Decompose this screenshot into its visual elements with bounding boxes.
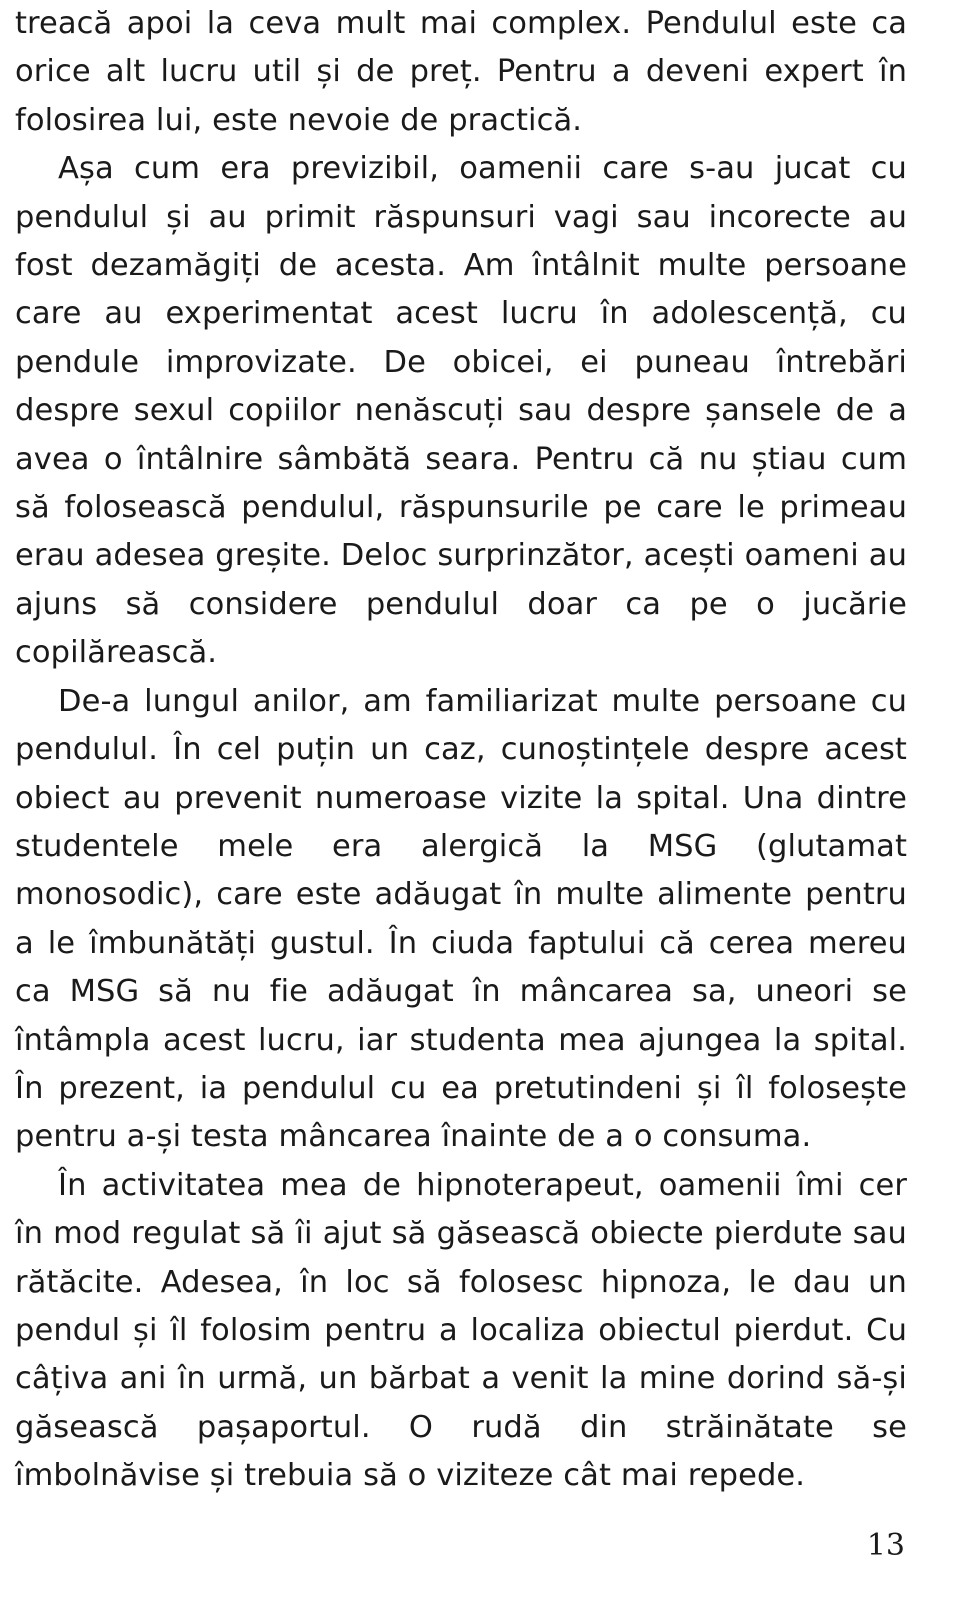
page-number: 13 bbox=[866, 1528, 905, 1563]
page-body bbox=[15, 0, 907, 1501]
paragraph-continuation: treacă apoi la ceva mult mai complex. Pendulul este ca orice alt lucru util și de preț. Pentru a deveni expert în folosirea lui, este nevoie de practică. bbox=[15, 6, 907, 138]
paragraph-msg-allergy: De-a lungul anilor, am familiarizat multe persoane cu pendulul. În cel puțin un caz, cunoștințele despre acest obiect au prevenit numeroase vizite la spital. Una dintre studentele mele era alergică la MSG (glutamat monosodic), care este adăugat în multe alimente pentru a le îmbunătăți gustul. În ciuda faptului că cerea mereu ca MSG să nu fie adăugat în mâncarea sa, uneori se întâmpla acest lucru, iar studenta mea ajungea la spital. În prezent, ia pendulul cu ea pretutindeni și îl folosește pentru a-și testa mâncarea înainte de a o consuma. bbox=[15, 683, 907, 1155]
paragraph-hypnotherapist: În activitatea mea de hipnoterapeut, oamenii îmi cer în mod regulat să îi ajut să găsească obiecte pierdute sau rătăcite. Adesea, în loc să folosesc hipnoza, le dau un pendul și îl folosim pentru a localiza obiectul pierdut. Cu câțiva ani în urmă, un bărbat a venit la mine dorind să-și găsească pașaportul. O rudă din străinătate se îmbolnăvise și trebuia să o viziteze cât mai repede. bbox=[15, 1167, 907, 1494]
paragraph-pendulum-disappointment: Așa cum era previzibil, oamenii care s-au jucat cu pendulul și au primit răspunsuri vagi sau incorecte au fost dezamăgiți de acesta. Am întâlnit multe persoane care au experimentat acest lucru în adolescență, cu pendule improvizate. De obicei, ei puneau întrebări despre sexul copiilor nenăscuți sau despre șansele de a avea o întâlnire sâmbătă seara. Pentru că nu știau cum să folosească pendulul, răspunsurile pe care le primeau erau adesea greșite. Deloc surprinzător, acești oameni au ajuns să considere pendulul doar ca pe o jucărie copilărească. bbox=[15, 151, 907, 671]
